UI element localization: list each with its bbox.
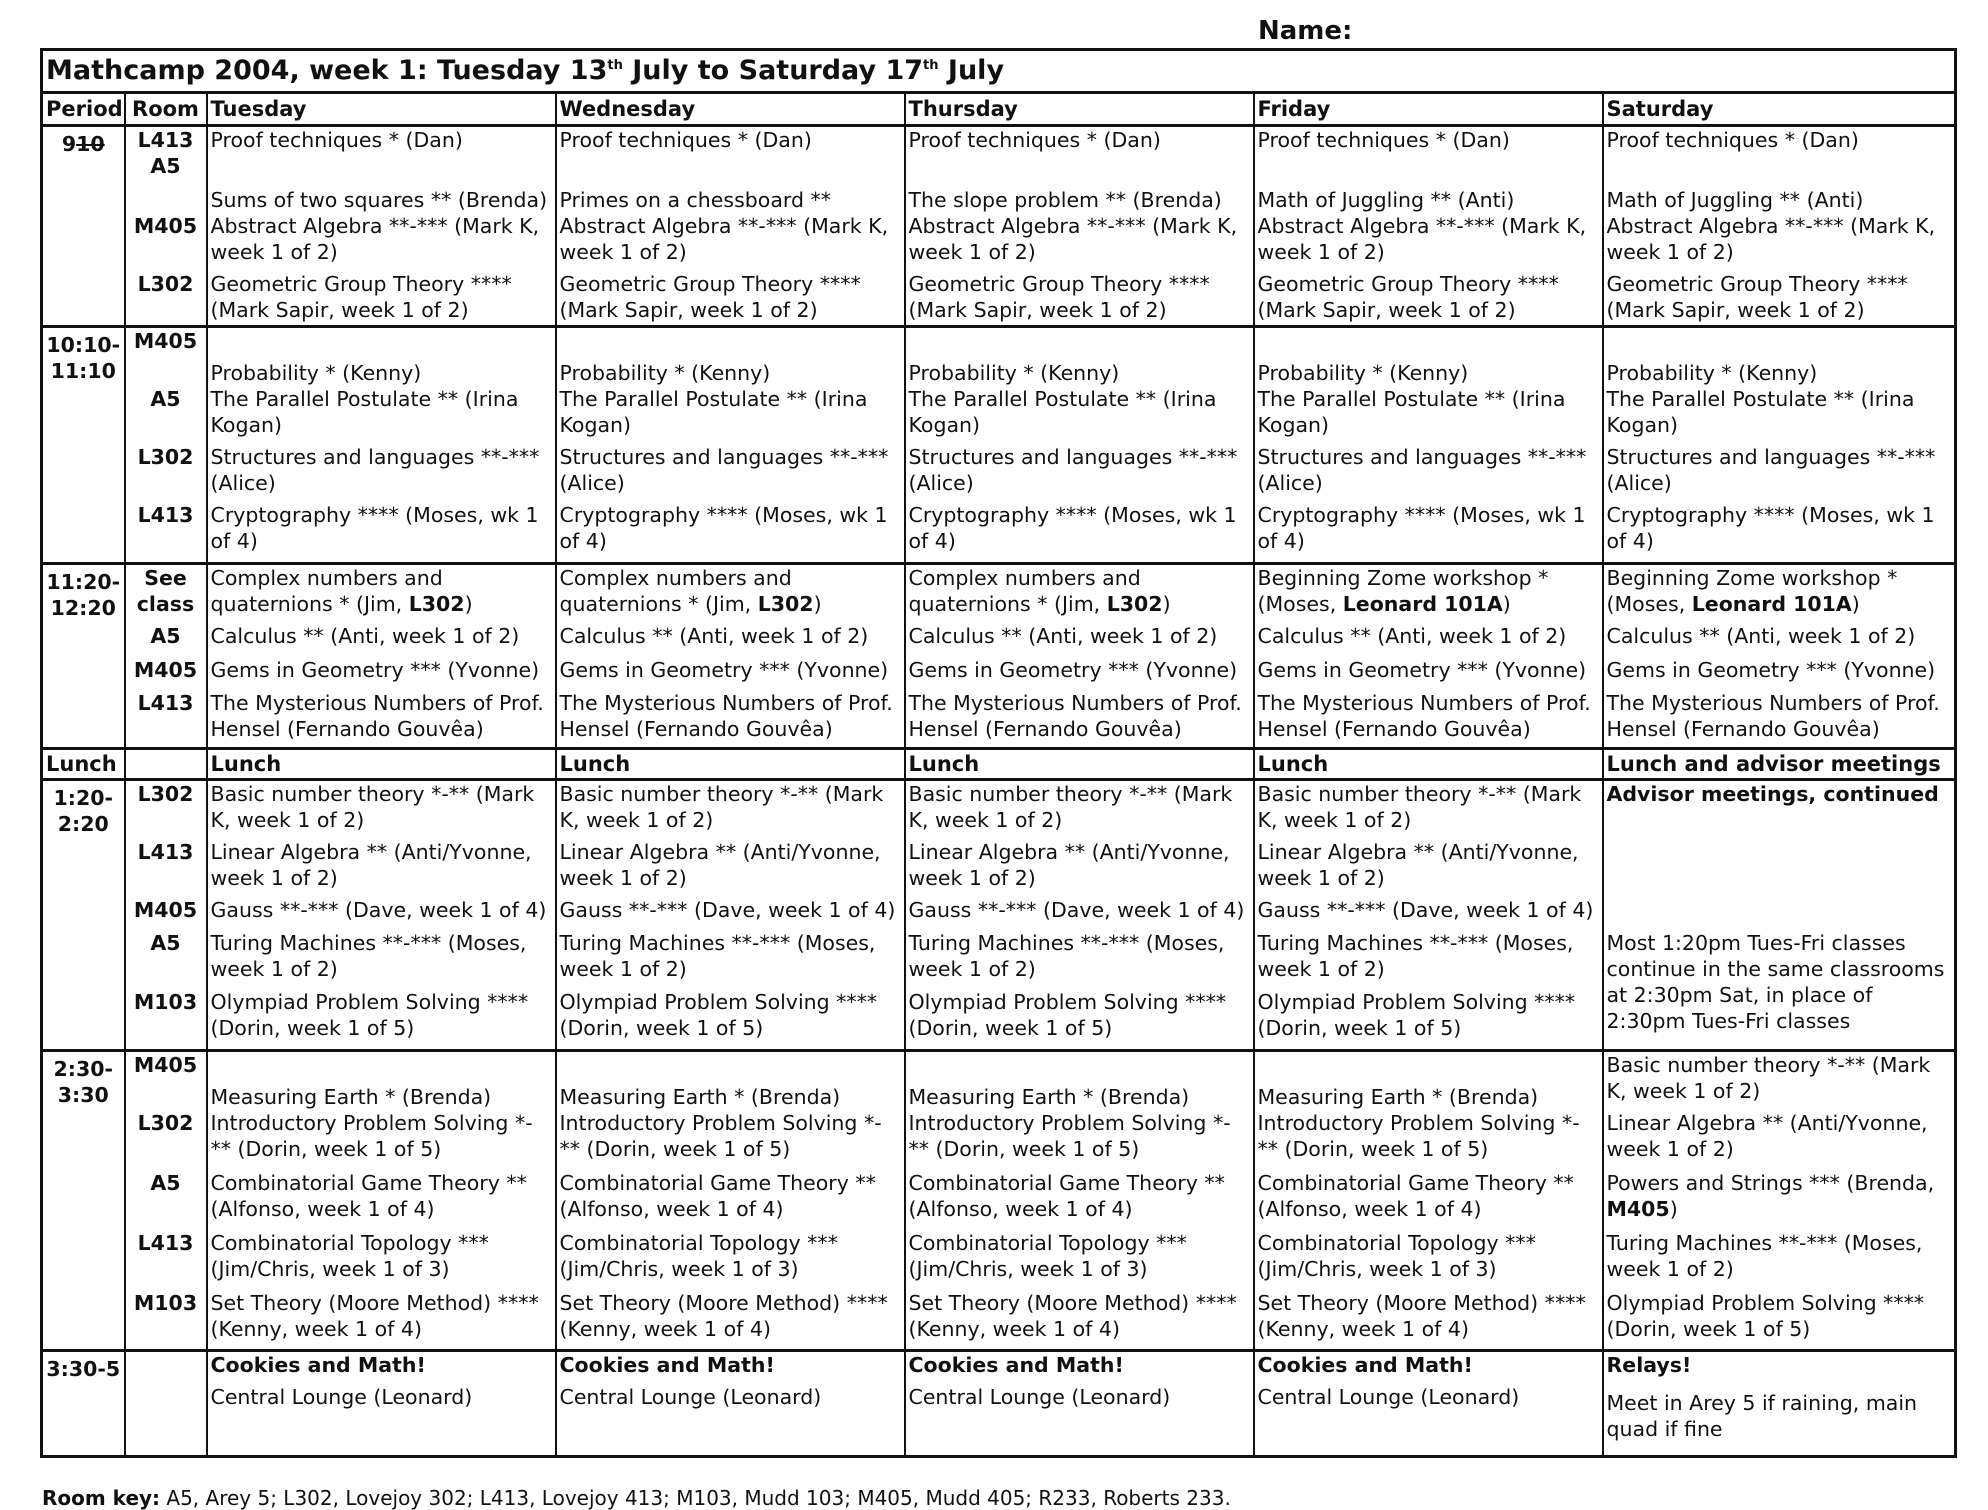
course-entry: Combinatorial Game Theory ** (Alfonso, week 1 of 4) (210, 1171, 527, 1221)
day-cell (1254, 327, 1603, 564)
day-cell (556, 780, 905, 1051)
course-entry: Measuring Earth * (Brenda) (908, 1085, 1190, 1109)
name-label: Name: (1258, 16, 1353, 46)
course-entry: Introductory Problem Solving *-** (Dorin, week 1 of 5) (908, 1111, 1231, 1161)
course-entry: Complex numbers and quaternions * (Jim, L302) (210, 566, 473, 616)
room-code: L302 (137, 782, 194, 806)
course-entry: Structures and languages **-*** (Alice) (908, 445, 1238, 495)
course-entry: Linear Algebra ** (Anti/Yvonne, week 1 of 2) (210, 840, 532, 890)
course-entry: The Mysterious Numbers of Prof. Hensel (Fernando Gouvêa) (908, 691, 1242, 741)
day-cell (1603, 564, 1956, 749)
lunch-room (125, 749, 207, 780)
course-entry: Structures and languages **-*** (Alice) (1257, 445, 1587, 495)
day-cell (1254, 564, 1603, 749)
room-code: class (136, 592, 195, 616)
period-header: Period (42, 93, 125, 126)
saturday-schedule-note: Most 1:20pm Tues-Fri classes continue in the same classrooms at 2:30pm Sat, in place of 2:30pm Tues-Fri classes (1606, 931, 1945, 1033)
period-block (42, 780, 1956, 1051)
course-entry: The Parallel Postulate ** (Irina Kogan) (559, 387, 868, 437)
day-cell (905, 126, 1254, 327)
period-time: 910 (42, 126, 125, 327)
course-entry: Cryptography **** (Moses, wk 1 of 4) (908, 503, 1237, 553)
course-entry: Set Theory (Moore Method) **** (Kenny, week 1 of 4) (1257, 1291, 1586, 1341)
day-header: Saturday (1603, 93, 1956, 126)
course-entry: Cryptography **** (Moses, wk 1 of 4) (1257, 503, 1586, 553)
day-cell (1254, 1351, 1603, 1457)
day-cell (207, 780, 556, 1051)
room-code: A5 (150, 624, 181, 648)
course-entry: Geometric Group Theory **** (Mark Sapir, week 1 of 2) (1257, 272, 1559, 322)
period-time: 3:30-5 (42, 1351, 125, 1457)
day-header: Thursday (905, 93, 1254, 126)
course-entry: Gems in Geometry *** (Yvonne) (559, 658, 889, 682)
room-code: A5 (150, 154, 181, 178)
day-cell (207, 1351, 556, 1457)
day-cell (905, 780, 1254, 1051)
day-cell (1254, 1051, 1603, 1351)
event-location: Meet in Arey 5 if raining, main quad if fine (1606, 1391, 1918, 1441)
day-cell (207, 126, 556, 327)
course-entry: Calculus ** (Anti, week 1 of 2) (559, 624, 869, 648)
day-cell (905, 1051, 1254, 1351)
event-location: Central Lounge (Leonard) (559, 1385, 822, 1409)
day-cell (556, 564, 905, 749)
day-cell (1603, 780, 1956, 1051)
course-entry: Structures and languages **-*** (Alice) (1606, 445, 1936, 495)
title-row (42, 50, 1956, 93)
course-entry: Geometric Group Theory **** (Mark Sapir, week 1 of 2) (1606, 272, 1908, 322)
room-code: A5 (150, 1171, 181, 1195)
course-entry: Gems in Geometry *** (Yvonne) (1257, 658, 1587, 682)
event-title: Cookies and Math! (559, 1353, 775, 1377)
course-entry: Probability * (Kenny) (1606, 361, 1818, 385)
course-entry: Gauss **-*** (Dave, week 1 of 4) (908, 898, 1245, 922)
course-entry: The Mysterious Numbers of Prof. Hensel (Fernando Gouvêa) (210, 691, 544, 741)
course-entry: Cryptography **** (Moses, wk 1 of 4) (210, 503, 539, 553)
course-entry: Combinatorial Game Theory ** (Alfonso, week 1 of 4) (1257, 1171, 1574, 1221)
course-entry: The Mysterious Numbers of Prof. Hensel (Fernando Gouvêa) (1257, 691, 1591, 741)
room-column (125, 564, 207, 749)
course-entry: Combinatorial Game Theory ** (Alfonso, week 1 of 4) (908, 1171, 1225, 1221)
course-entry: Calculus ** (Anti, week 1 of 2) (908, 624, 1218, 648)
room-code: L413 (137, 503, 194, 527)
course-entry: Abstract Algebra **-*** (Mark K, week 1 of 2) (1257, 214, 1587, 264)
day-cell (1603, 126, 1956, 327)
room-code: M103 (133, 1291, 198, 1315)
day-cell (905, 1351, 1254, 1457)
event-title: Cookies and Math! (908, 1353, 1124, 1377)
day-cell (905, 327, 1254, 564)
course-entry: Sums of two squares ** (Brenda) (210, 188, 548, 212)
day-cell (556, 1051, 905, 1351)
course-entry: Olympiad Problem Solving **** (Dorin, week 1 of 5) (1257, 990, 1576, 1040)
advisor-meetings-note: Advisor meetings, continued (1606, 782, 1939, 806)
room-code: L413 (137, 691, 194, 715)
course-entry: Olympiad Problem Solving **** (Dorin, week 1 of 5) (1606, 1291, 1925, 1341)
course-entry: Complex numbers and quaternions * (Jim, L302) (908, 566, 1171, 616)
lunch-cell: Lunch (905, 749, 1254, 780)
course-entry: The Parallel Postulate ** (Irina Kogan) (210, 387, 519, 437)
course-entry: Gauss **-*** (Dave, week 1 of 4) (1257, 898, 1594, 922)
course-entry: Calculus ** (Anti, week 1 of 2) (1257, 624, 1567, 648)
room-code: M405 (133, 329, 198, 353)
course-entry: Cryptography **** (Moses, wk 1 of 4) (1606, 503, 1935, 553)
day-cell (207, 327, 556, 564)
lunch-cell: Lunch and advisor meetings (1603, 749, 1956, 780)
room-code: L302 (137, 272, 194, 296)
course-entry: Abstract Algebra **-*** (Mark K, week 1 of 2) (559, 214, 889, 264)
course-entry: Turing Machines **-*** (Moses, week 1 of 2) (559, 931, 876, 981)
course-entry: Structures and languages **-*** (Alice) (210, 445, 540, 495)
room-code: L413 (137, 128, 194, 152)
course-entry: The Mysterious Numbers of Prof. Hensel (Fernando Gouvêa) (559, 691, 893, 741)
course-entry: Basic number theory *-** (Mark K, week 1 of 2) (1257, 782, 1582, 832)
day-header: Tuesday (207, 93, 556, 126)
course-entry: Turing Machines **-*** (Moses, week 1 of 2) (1257, 931, 1574, 981)
course-entry: Calculus ** (Anti, week 1 of 2) (210, 624, 520, 648)
course-entry: Complex numbers and quaternions * (Jim, L302) (559, 566, 822, 616)
period-time: 11:20- 12:20 (42, 564, 125, 749)
lunch-cell: Lunch (1254, 749, 1603, 780)
room-code: M405 (133, 658, 198, 682)
course-entry: Proof techniques * (Dan) (1606, 128, 1859, 152)
course-entry: Proof techniques * (Dan) (908, 128, 1161, 152)
period-time: 10:10- 11:10 (42, 327, 125, 564)
course-entry: Combinatorial Topology *** (Jim/Chris, week 1 of 3) (908, 1231, 1187, 1281)
course-entry: Introductory Problem Solving *-** (Dorin, week 1 of 5) (210, 1111, 533, 1161)
period-block (42, 126, 1956, 327)
course-entry: Combinatorial Topology *** (Jim/Chris, week 1 of 3) (1257, 1231, 1536, 1281)
course-entry: Primes on a chessboard ** (559, 188, 831, 212)
schedule-table (40, 48, 1957, 1458)
room-column (125, 1351, 207, 1457)
course-entry: Proof techniques * (Dan) (1257, 128, 1510, 152)
course-entry: Combinatorial Topology *** (Jim/Chris, week 1 of 3) (210, 1231, 489, 1281)
course-entry: Calculus ** (Anti, week 1 of 2) (1606, 624, 1916, 648)
room-code: A5 (150, 387, 181, 411)
course-entry: Introductory Problem Solving *-** (Dorin, week 1 of 5) (1257, 1111, 1580, 1161)
course-entry: Linear Algebra ** (Anti/Yvonne, week 1 of 2) (1606, 1111, 1928, 1161)
room-code: A5 (150, 931, 181, 955)
course-entry: Measuring Earth * (Brenda) (559, 1085, 841, 1109)
course-entry: The Parallel Postulate ** (Irina Kogan) (1257, 387, 1566, 437)
day-header: Friday (1254, 93, 1603, 126)
course-entry: Olympiad Problem Solving **** (Dorin, week 1 of 5) (908, 990, 1227, 1040)
course-entry: Abstract Algebra **-*** (Mark K, week 1 of 2) (1606, 214, 1936, 264)
course-entry: Structures and languages **-*** (Alice) (559, 445, 889, 495)
course-entry: Proof techniques * (Dan) (559, 128, 812, 152)
lunch-row (42, 749, 1956, 780)
course-entry: Set Theory (Moore Method) **** (Kenny, week 1 of 4) (210, 1291, 539, 1341)
course-entry: Abstract Algebra **-*** (Mark K, week 1 of 2) (210, 214, 540, 264)
course-entry: Beginning Zome workshop * (Moses, Leonard 101A) (1257, 566, 1549, 616)
room-code: L413 (137, 1231, 194, 1255)
course-entry: The Parallel Postulate ** (Irina Kogan) (1606, 387, 1915, 437)
day-cell (207, 1051, 556, 1351)
course-entry: Linear Algebra ** (Anti/Yvonne, week 1 of 2) (908, 840, 1230, 890)
period-block (42, 1051, 1956, 1351)
room-code: L302 (137, 445, 194, 469)
day-cell (1254, 780, 1603, 1051)
course-entry: The slope problem ** (Brenda) (908, 188, 1222, 212)
header-row (42, 93, 1956, 126)
period-time: 2:30- 3:30 (42, 1051, 125, 1351)
room-column (125, 126, 207, 327)
room-column (125, 327, 207, 564)
course-entry: Probability * (Kenny) (210, 361, 422, 385)
event-location: Central Lounge (Leonard) (1257, 1385, 1520, 1409)
course-entry: Probability * (Kenny) (559, 361, 771, 385)
event-title: Relays! (1606, 1353, 1692, 1377)
course-entry: Geometric Group Theory **** (Mark Sapir, week 1 of 2) (210, 272, 512, 322)
room-code: See (144, 566, 187, 590)
day-cell (556, 126, 905, 327)
room-code: M405 (133, 898, 198, 922)
course-entry: Measuring Earth * (Brenda) (210, 1085, 492, 1109)
room-code: M405 (133, 1053, 198, 1077)
course-entry: Set Theory (Moore Method) **** (Kenny, week 1 of 4) (559, 1291, 888, 1341)
course-entry: Turing Machines **-*** (Moses, week 1 of 2) (1606, 1231, 1923, 1281)
day-cell (1603, 327, 1956, 564)
day-cell (905, 564, 1254, 749)
course-entry: Abstract Algebra **-*** (Mark K, week 1 of 2) (908, 214, 1238, 264)
room-code: L413 (137, 840, 194, 864)
event-location: Central Lounge (Leonard) (908, 1385, 1171, 1409)
course-entry: Basic number theory *-** (Mark K, week 1 of 2) (559, 782, 884, 832)
schedule-title: Mathcamp 2004, week 1: Tuesday 13th July to Saturday 17th July (42, 50, 1956, 93)
course-entry: The Parallel Postulate ** (Irina Kogan) (908, 387, 1217, 437)
course-entry: Gauss **-*** (Dave, week 1 of 4) (210, 898, 547, 922)
event-title: Cookies and Math! (210, 1353, 426, 1377)
period-block (42, 564, 1956, 749)
period-time: 1:20- 2:20 (42, 780, 125, 1051)
course-entry: Set Theory (Moore Method) **** (Kenny, week 1 of 4) (908, 1291, 1237, 1341)
course-entry: Powers and Strings *** (Brenda, M405) (1606, 1171, 1935, 1221)
course-entry: The Mysterious Numbers of Prof. Hensel (Fernando Gouvêa) (1606, 691, 1940, 741)
day-cell (207, 564, 556, 749)
day-cell (556, 1351, 905, 1457)
course-entry: Geometric Group Theory **** (Mark Sapir, week 1 of 2) (559, 272, 861, 322)
course-entry: Introductory Problem Solving *-** (Dorin, week 1 of 5) (559, 1111, 882, 1161)
course-entry: Basic number theory *-** (Mark K, week 1 of 2) (908, 782, 1233, 832)
room-code: L302 (137, 1111, 194, 1135)
room-header: Room (125, 93, 207, 126)
course-entry: Turing Machines **-*** (Moses, week 1 of 2) (908, 931, 1225, 981)
course-entry: Linear Algebra ** (Anti/Yvonne, week 1 of 2) (1257, 840, 1579, 890)
event-title: Cookies and Math! (1257, 1353, 1473, 1377)
course-entry: Geometric Group Theory **** (Mark Sapir, week 1 of 2) (908, 272, 1210, 322)
course-entry: Measuring Earth * (Brenda) (1257, 1085, 1539, 1109)
course-entry: Gems in Geometry *** (Yvonne) (908, 658, 1238, 682)
course-entry: Beginning Zome workshop * (Moses, Leonard 101A) (1606, 566, 1898, 616)
room-code: M405 (133, 214, 198, 238)
day-cell (1603, 1351, 1956, 1457)
period-block (42, 1351, 1956, 1457)
course-entry: Probability * (Kenny) (1257, 361, 1469, 385)
course-entry: Combinatorial Topology *** (Jim/Chris, week 1 of 3) (559, 1231, 838, 1281)
lunch-cell: Lunch (556, 749, 905, 780)
day-cell (1603, 1051, 1956, 1351)
course-entry: Basic number theory *-** (Mark K, week 1 of 2) (1606, 1053, 1931, 1103)
day-cell (556, 327, 905, 564)
course-entry: Gauss **-*** (Dave, week 1 of 4) (559, 898, 896, 922)
course-entry: Olympiad Problem Solving **** (Dorin, week 1 of 5) (210, 990, 529, 1040)
room-key: Room key: A5, Arey 5; L302, Lovejoy 302; L413, Lovejoy 413; M103, Mudd 103; M405, Mudd 405; R233, Roberts 233. (42, 1486, 1231, 1510)
course-entry: Linear Algebra ** (Anti/Yvonne, week 1 of 2) (559, 840, 881, 890)
period-block (42, 327, 1956, 564)
course-entry: Math of Juggling ** (Anti) (1257, 188, 1515, 212)
course-entry: Basic number theory *-** (Mark K, week 1 of 2) (210, 782, 535, 832)
lunch-period: Lunch (42, 749, 125, 780)
course-entry: Proof techniques * (Dan) (210, 128, 463, 152)
course-entry: Cryptography **** (Moses, wk 1 of 4) (559, 503, 888, 553)
room-column (125, 780, 207, 1051)
course-entry: Probability * (Kenny) (908, 361, 1120, 385)
room-column (125, 1051, 207, 1351)
room-code: M103 (133, 990, 198, 1014)
course-entry: Gems in Geometry *** (Yvonne) (210, 658, 540, 682)
day-header: Wednesday (556, 93, 905, 126)
course-entry: Combinatorial Game Theory ** (Alfonso, week 1 of 4) (559, 1171, 876, 1221)
course-entry: Olympiad Problem Solving **** (Dorin, week 1 of 5) (559, 990, 878, 1040)
course-entry: Turing Machines **-*** (Moses, week 1 of 2) (210, 931, 527, 981)
course-entry: Gems in Geometry *** (Yvonne) (1606, 658, 1936, 682)
day-cell (1254, 126, 1603, 327)
lunch-cell: Lunch (207, 749, 556, 780)
event-location: Central Lounge (Leonard) (210, 1385, 473, 1409)
course-entry: Math of Juggling ** (Anti) (1606, 188, 1864, 212)
